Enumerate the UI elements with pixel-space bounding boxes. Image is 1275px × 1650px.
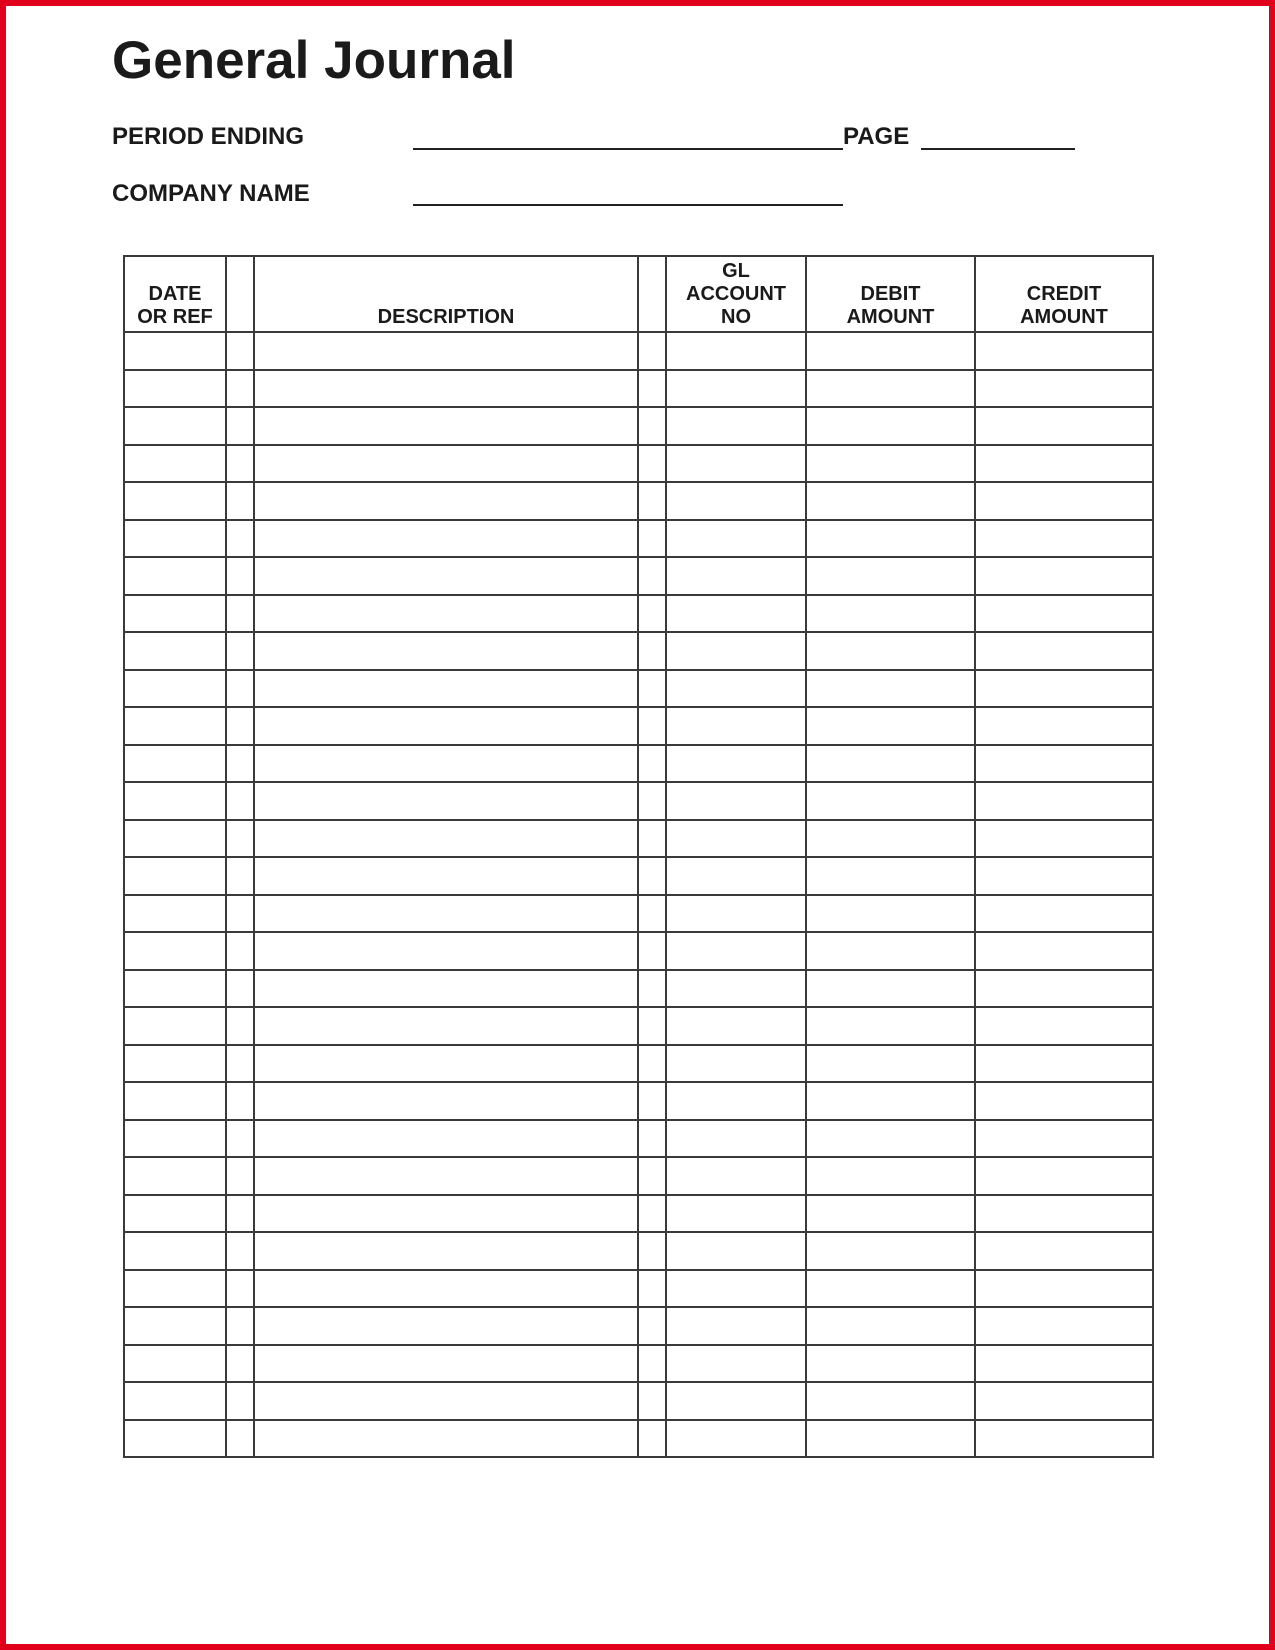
cell-debit[interactable] xyxy=(806,857,975,895)
cell-description[interactable] xyxy=(254,670,638,708)
cell-spacer-2[interactable] xyxy=(638,1345,666,1383)
cell-gl-account[interactable] xyxy=(666,1120,806,1158)
cell-debit[interactable] xyxy=(806,1382,975,1420)
period-ending-label: PERIOD ENDING xyxy=(112,123,305,150)
cell-description[interactable] xyxy=(254,595,638,633)
cell-credit[interactable] xyxy=(975,895,1153,933)
cell-description[interactable] xyxy=(254,1382,638,1420)
cell-debit[interactable] xyxy=(806,1120,975,1158)
cell-date-ref[interactable] xyxy=(124,1420,226,1458)
table-row xyxy=(124,332,1153,370)
cell-spacer-2[interactable] xyxy=(638,332,666,370)
cell-debit[interactable] xyxy=(806,1082,975,1120)
cell-spacer-1[interactable] xyxy=(226,1232,254,1270)
cell-date-ref[interactable] xyxy=(124,445,226,483)
cell-credit[interactable] xyxy=(975,782,1153,820)
cell-gl-account[interactable] xyxy=(666,1420,806,1458)
cell-gl-account[interactable] xyxy=(666,1157,806,1195)
cell-credit[interactable] xyxy=(975,1157,1153,1195)
cell-spacer-2[interactable] xyxy=(638,1420,666,1458)
cell-spacer-2[interactable] xyxy=(638,1045,666,1083)
column-header-description: DESCRIPTION xyxy=(254,256,638,332)
cell-spacer-2[interactable] xyxy=(638,1195,666,1233)
cell-spacer-2[interactable] xyxy=(638,595,666,633)
journal-table xyxy=(123,255,1154,1458)
cell-date-ref[interactable] xyxy=(124,820,226,858)
cell-date-ref[interactable] xyxy=(124,557,226,595)
cell-debit[interactable] xyxy=(806,707,975,745)
table-header-row xyxy=(124,256,1153,332)
cell-spacer-1[interactable] xyxy=(226,1420,254,1458)
cell-date-ref[interactable] xyxy=(124,970,226,1008)
cell-spacer-2[interactable] xyxy=(638,520,666,558)
cell-spacer-1[interactable] xyxy=(226,1307,254,1345)
cell-date-ref[interactable] xyxy=(124,1120,226,1158)
table-row xyxy=(124,482,1153,520)
cell-spacer-2[interactable] xyxy=(638,445,666,483)
cell-credit[interactable] xyxy=(975,970,1153,1008)
cell-spacer-1[interactable] xyxy=(226,1045,254,1083)
cell-spacer-1[interactable] xyxy=(226,445,254,483)
cell-description[interactable] xyxy=(254,332,638,370)
cell-spacer-2[interactable] xyxy=(638,1120,666,1158)
table-row xyxy=(124,1157,1153,1195)
cell-spacer-2[interactable] xyxy=(638,1382,666,1420)
cell-date-ref[interactable] xyxy=(124,407,226,445)
cell-credit[interactable] xyxy=(975,1270,1153,1308)
cell-credit[interactable] xyxy=(975,1120,1153,1158)
period-ending-field[interactable] xyxy=(413,148,843,150)
page-label: PAGE xyxy=(843,123,910,150)
cell-gl-account[interactable] xyxy=(666,1232,806,1270)
cell-spacer-1[interactable] xyxy=(226,1345,254,1383)
cell-date-ref[interactable] xyxy=(124,1007,226,1045)
cell-date-ref[interactable] xyxy=(124,1307,226,1345)
cell-description[interactable] xyxy=(254,1232,638,1270)
cell-gl-account[interactable] xyxy=(666,520,806,558)
cell-description[interactable] xyxy=(254,1195,638,1233)
table-row xyxy=(124,1195,1153,1233)
cell-spacer-1[interactable] xyxy=(226,857,254,895)
cell-spacer-2[interactable] xyxy=(638,1157,666,1195)
cell-gl-account[interactable] xyxy=(666,895,806,933)
cell-date-ref[interactable] xyxy=(124,1157,226,1195)
cell-spacer-1[interactable] xyxy=(226,595,254,633)
cell-debit[interactable] xyxy=(806,520,975,558)
cell-debit[interactable] xyxy=(806,895,975,933)
table-row xyxy=(124,595,1153,633)
table-row xyxy=(124,370,1153,408)
cell-spacer-1[interactable] xyxy=(226,1195,254,1233)
cell-spacer-2[interactable] xyxy=(638,857,666,895)
cell-date-ref[interactable] xyxy=(124,745,226,783)
cell-credit[interactable] xyxy=(975,820,1153,858)
cell-debit[interactable] xyxy=(806,1307,975,1345)
cell-debit[interactable] xyxy=(806,557,975,595)
cell-date-ref[interactable] xyxy=(124,1382,226,1420)
table-row xyxy=(124,1420,1153,1458)
table-row xyxy=(124,557,1153,595)
cell-credit[interactable] xyxy=(975,1007,1153,1045)
cell-debit[interactable] xyxy=(806,1195,975,1233)
cell-spacer-2[interactable] xyxy=(638,670,666,708)
cell-date-ref[interactable] xyxy=(124,782,226,820)
cell-description[interactable] xyxy=(254,1307,638,1345)
company-name-label: COMPANY NAME xyxy=(112,180,310,207)
cell-description[interactable] xyxy=(254,782,638,820)
cell-spacer-1[interactable] xyxy=(226,970,254,1008)
cell-debit[interactable] xyxy=(806,1157,975,1195)
cell-description[interactable] xyxy=(254,745,638,783)
table-row xyxy=(124,632,1153,670)
cell-credit[interactable] xyxy=(975,407,1153,445)
column-header-spacer xyxy=(638,256,666,332)
cell-spacer-2[interactable] xyxy=(638,1307,666,1345)
cell-debit[interactable] xyxy=(806,782,975,820)
cell-spacer-1[interactable] xyxy=(226,520,254,558)
cell-credit[interactable] xyxy=(975,520,1153,558)
cell-date-ref[interactable] xyxy=(124,1270,226,1308)
cell-spacer-2[interactable] xyxy=(638,1270,666,1308)
cell-debit[interactable] xyxy=(806,632,975,670)
cell-credit[interactable] xyxy=(975,332,1153,370)
cell-credit[interactable] xyxy=(975,557,1153,595)
cell-spacer-1[interactable] xyxy=(226,670,254,708)
column-header-spacer xyxy=(226,256,254,332)
cell-description[interactable] xyxy=(254,1157,638,1195)
cell-spacer-1[interactable] xyxy=(226,332,254,370)
cell-spacer-1[interactable] xyxy=(226,632,254,670)
cell-spacer-1[interactable] xyxy=(226,820,254,858)
table-row xyxy=(124,932,1153,970)
cell-spacer-1[interactable] xyxy=(226,932,254,970)
cell-gl-account[interactable] xyxy=(666,407,806,445)
cell-debit[interactable] xyxy=(806,332,975,370)
cell-gl-account[interactable] xyxy=(666,370,806,408)
cell-spacer-2[interactable] xyxy=(638,707,666,745)
cell-gl-account[interactable] xyxy=(666,1382,806,1420)
cell-credit[interactable] xyxy=(975,1345,1153,1383)
cell-credit[interactable] xyxy=(975,932,1153,970)
cell-description[interactable] xyxy=(254,820,638,858)
journal-table-body xyxy=(124,332,1153,1457)
cell-debit[interactable] xyxy=(806,445,975,483)
cell-spacer-1[interactable] xyxy=(226,707,254,745)
cell-spacer-2[interactable] xyxy=(638,557,666,595)
cell-date-ref[interactable] xyxy=(124,932,226,970)
cell-description[interactable] xyxy=(254,632,638,670)
cell-date-ref[interactable] xyxy=(124,1232,226,1270)
cell-spacer-2[interactable] xyxy=(638,745,666,783)
cell-credit[interactable] xyxy=(975,670,1153,708)
cell-spacer-2[interactable] xyxy=(638,895,666,933)
cell-spacer-2[interactable] xyxy=(638,820,666,858)
cell-credit[interactable] xyxy=(975,1045,1153,1083)
cell-description[interactable] xyxy=(254,1270,638,1308)
table-row xyxy=(124,1120,1153,1158)
cell-credit[interactable] xyxy=(975,1195,1153,1233)
cell-debit[interactable] xyxy=(806,932,975,970)
table-row xyxy=(124,970,1153,1008)
page-title: General Journal xyxy=(112,31,516,90)
cell-spacer-2[interactable] xyxy=(638,1232,666,1270)
cell-spacer-1[interactable] xyxy=(226,745,254,783)
cell-credit[interactable] xyxy=(975,1307,1153,1345)
cell-gl-account[interactable] xyxy=(666,932,806,970)
cell-date-ref[interactable] xyxy=(124,1345,226,1383)
table-row xyxy=(124,745,1153,783)
cell-description[interactable] xyxy=(254,1045,638,1083)
cell-spacer-1[interactable] xyxy=(226,557,254,595)
cell-debit[interactable] xyxy=(806,1232,975,1270)
cell-spacer-2[interactable] xyxy=(638,1007,666,1045)
cell-date-ref[interactable] xyxy=(124,1195,226,1233)
table-row xyxy=(124,782,1153,820)
cell-gl-account[interactable] xyxy=(666,745,806,783)
cell-description[interactable] xyxy=(254,1420,638,1458)
cell-spacer-1[interactable] xyxy=(226,482,254,520)
cell-date-ref[interactable] xyxy=(124,332,226,370)
cell-date-ref[interactable] xyxy=(124,707,226,745)
cell-gl-account[interactable] xyxy=(666,595,806,633)
table-row xyxy=(124,520,1153,558)
cell-date-ref[interactable] xyxy=(124,595,226,633)
cell-credit[interactable] xyxy=(975,857,1153,895)
cell-debit[interactable] xyxy=(806,482,975,520)
cell-description[interactable] xyxy=(254,1120,638,1158)
page-number-field[interactable] xyxy=(921,148,1075,150)
cell-date-ref[interactable] xyxy=(124,632,226,670)
cell-debit[interactable] xyxy=(806,670,975,708)
cell-debit[interactable] xyxy=(806,595,975,633)
cell-spacer-1[interactable] xyxy=(226,1082,254,1120)
cell-spacer-1[interactable] xyxy=(226,895,254,933)
cell-gl-account[interactable] xyxy=(666,1195,806,1233)
cell-gl-account[interactable] xyxy=(666,445,806,483)
column-header-debit-amount: DEBIT AMOUNT xyxy=(806,256,975,332)
cell-gl-account[interactable] xyxy=(666,1082,806,1120)
cell-description[interactable] xyxy=(254,482,638,520)
cell-debit[interactable] xyxy=(806,1420,975,1458)
cell-spacer-2[interactable] xyxy=(638,407,666,445)
cell-spacer-2[interactable] xyxy=(638,782,666,820)
cell-credit[interactable] xyxy=(975,370,1153,408)
cell-date-ref[interactable] xyxy=(124,857,226,895)
cell-credit[interactable] xyxy=(975,1082,1153,1120)
cell-credit[interactable] xyxy=(975,632,1153,670)
cell-spacer-1[interactable] xyxy=(226,1157,254,1195)
cell-description[interactable] xyxy=(254,707,638,745)
cell-description[interactable] xyxy=(254,370,638,408)
cell-debit[interactable] xyxy=(806,1007,975,1045)
table-row xyxy=(124,857,1153,895)
cell-gl-account[interactable] xyxy=(666,1307,806,1345)
table-row xyxy=(124,1045,1153,1083)
cell-spacer-2[interactable] xyxy=(638,970,666,1008)
cell-credit[interactable] xyxy=(975,745,1153,783)
cell-debit[interactable] xyxy=(806,745,975,783)
cell-debit[interactable] xyxy=(806,1270,975,1308)
cell-credit[interactable] xyxy=(975,445,1153,483)
cell-spacer-1[interactable] xyxy=(226,1007,254,1045)
cell-spacer-2[interactable] xyxy=(638,1082,666,1120)
cell-credit[interactable] xyxy=(975,1382,1153,1420)
cell-debit[interactable] xyxy=(806,407,975,445)
cell-debit[interactable] xyxy=(806,1345,975,1383)
cell-gl-account[interactable] xyxy=(666,820,806,858)
cell-description[interactable] xyxy=(254,970,638,1008)
cell-description[interactable] xyxy=(254,557,638,595)
table-row xyxy=(124,895,1153,933)
cell-debit[interactable] xyxy=(806,1045,975,1083)
cell-description[interactable] xyxy=(254,932,638,970)
cell-description[interactable] xyxy=(254,1345,638,1383)
cell-description[interactable] xyxy=(254,857,638,895)
table-row xyxy=(124,1082,1153,1120)
table-row xyxy=(124,1382,1153,1420)
cell-description[interactable] xyxy=(254,520,638,558)
cell-description[interactable] xyxy=(254,445,638,483)
cell-description[interactable] xyxy=(254,407,638,445)
cell-credit[interactable] xyxy=(975,1232,1153,1270)
cell-gl-account[interactable] xyxy=(666,482,806,520)
table-row xyxy=(124,707,1153,745)
table-row xyxy=(124,1007,1153,1045)
cell-gl-account[interactable] xyxy=(666,1270,806,1308)
table-row xyxy=(124,1307,1153,1345)
cell-date-ref[interactable] xyxy=(124,520,226,558)
cell-spacer-2[interactable] xyxy=(638,482,666,520)
cell-description[interactable] xyxy=(254,1082,638,1120)
table-row xyxy=(124,407,1153,445)
cell-spacer-2[interactable] xyxy=(638,932,666,970)
table-row xyxy=(124,1232,1153,1270)
cell-date-ref[interactable] xyxy=(124,895,226,933)
cell-date-ref[interactable] xyxy=(124,482,226,520)
cell-spacer-1[interactable] xyxy=(226,782,254,820)
cell-gl-account[interactable] xyxy=(666,670,806,708)
cell-credit[interactable] xyxy=(975,707,1153,745)
table-row xyxy=(124,1345,1153,1383)
cell-gl-account[interactable] xyxy=(666,857,806,895)
cell-description[interactable] xyxy=(254,1007,638,1045)
cell-description[interactable] xyxy=(254,895,638,933)
table-row xyxy=(124,1270,1153,1308)
cell-gl-account[interactable] xyxy=(666,1007,806,1045)
cell-credit[interactable] xyxy=(975,482,1153,520)
cell-gl-account[interactable] xyxy=(666,1045,806,1083)
cell-spacer-1[interactable] xyxy=(226,1270,254,1308)
cell-gl-account[interactable] xyxy=(666,632,806,670)
cell-debit[interactable] xyxy=(806,370,975,408)
cell-date-ref[interactable] xyxy=(124,1082,226,1120)
cell-date-ref[interactable] xyxy=(124,1045,226,1083)
table-row xyxy=(124,445,1153,483)
company-name-field[interactable] xyxy=(413,204,843,206)
cell-spacer-1[interactable] xyxy=(226,370,254,408)
cell-spacer-2[interactable] xyxy=(638,632,666,670)
column-header-gl-account-no: GL ACCOUNT NO xyxy=(666,256,806,332)
cell-spacer-2[interactable] xyxy=(638,370,666,408)
cell-gl-account[interactable] xyxy=(666,1345,806,1383)
cell-date-ref[interactable] xyxy=(124,670,226,708)
cell-gl-account[interactable] xyxy=(666,557,806,595)
cell-spacer-1[interactable] xyxy=(226,1120,254,1158)
cell-credit[interactable] xyxy=(975,1420,1153,1458)
cell-gl-account[interactable] xyxy=(666,782,806,820)
table-row xyxy=(124,670,1153,708)
cell-spacer-1[interactable] xyxy=(226,407,254,445)
cell-gl-account[interactable] xyxy=(666,707,806,745)
cell-debit[interactable] xyxy=(806,820,975,858)
cell-spacer-1[interactable] xyxy=(226,1382,254,1420)
cell-date-ref[interactable] xyxy=(124,370,226,408)
table-row xyxy=(124,820,1153,858)
cell-credit[interactable] xyxy=(975,595,1153,633)
cell-gl-account[interactable] xyxy=(666,332,806,370)
cell-gl-account[interactable] xyxy=(666,970,806,1008)
column-header-credit-amount: CREDIT AMOUNT xyxy=(975,256,1153,332)
cell-debit[interactable] xyxy=(806,970,975,1008)
column-header-date-ref: DATE OR REF xyxy=(124,256,226,332)
